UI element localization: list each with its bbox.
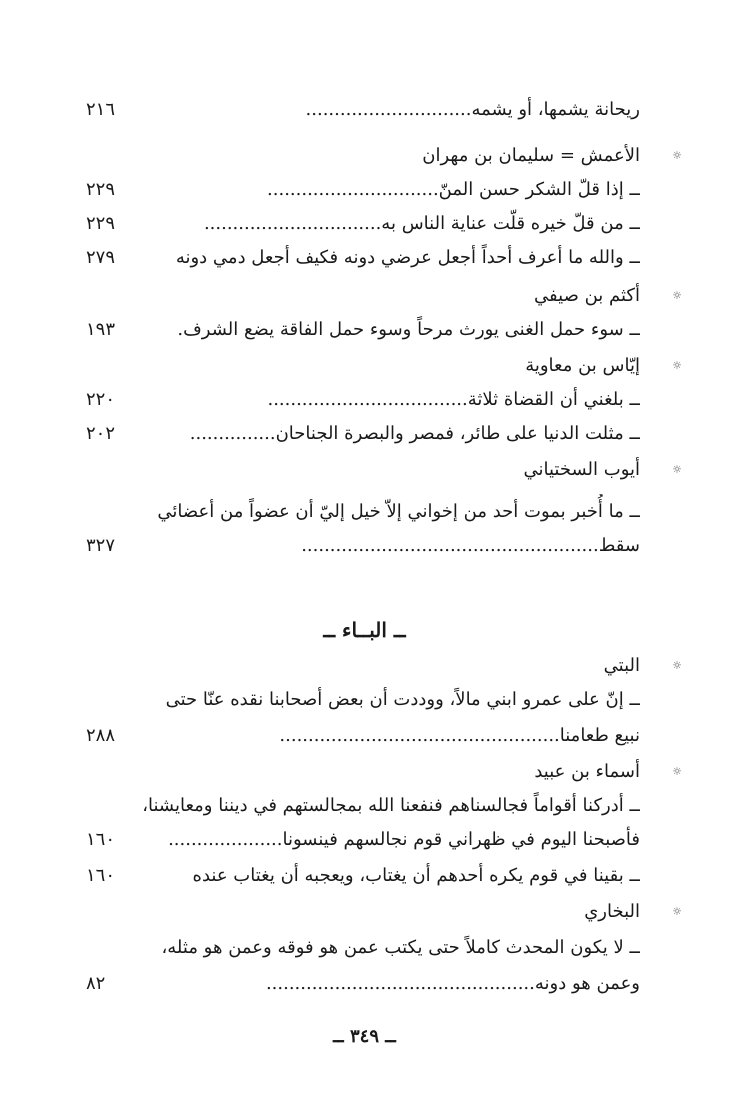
entry-text: ــ مثلت الدنيا على طائر، فمصر والبصرة الجناحان............... <box>189 423 640 444</box>
entry-text: ــ من قلّ خيره قلّت عناية الناس به............................... <box>203 213 640 234</box>
star-marker-icon: ☼ <box>672 905 682 918</box>
author-heading <box>86 894 682 930</box>
star-marker-icon: ☼ <box>672 289 682 302</box>
page-reference: ٢٢٠ <box>86 389 116 410</box>
index-entry <box>86 416 664 452</box>
index-entry <box>86 718 664 754</box>
index-entry <box>86 788 664 824</box>
author-name: البتي <box>603 655 640 676</box>
page-reference: ٢٢٩ <box>86 179 116 200</box>
page-reference: ٨٢ <box>86 973 106 994</box>
author-name: أكثم بن صيفي <box>534 285 640 306</box>
star-marker-icon: ☼ <box>672 149 682 162</box>
page-reference: ٢٧٩ <box>86 247 116 268</box>
entry-text: ــ سوء حمل الغنى يورث مرحاً وسوء حمل الفاقة يضع الشرف. <box>177 319 640 340</box>
page-reference: ١٩٣ <box>86 319 116 340</box>
section-title: ــ البــاء ــ <box>323 618 406 642</box>
author-name: أيوب السختياني <box>523 459 640 480</box>
page-reference: ٢٠٢ <box>86 423 116 444</box>
page-number: ــ ٣٤٩ ــ <box>333 1026 396 1047</box>
star-marker-icon: ☼ <box>672 463 682 476</box>
entry-text: ــ والله ما أعرف أحداً أجعل عرضي دونه فكيف أجعل دمي دونه <box>175 247 640 268</box>
author-heading <box>86 452 682 488</box>
page-reference: ٢١٦ <box>86 99 116 120</box>
author-heading <box>86 348 682 384</box>
entry-text: سقط.................................................... <box>301 535 640 556</box>
page-reference: ٢٨٨ <box>86 725 116 746</box>
index-entry <box>86 528 664 564</box>
author-name: إيّاس بن معاوية <box>525 355 640 376</box>
author-heading <box>86 278 682 314</box>
author-name: البخاري <box>584 901 640 922</box>
entry-text: وعمن هو دونه............................................... <box>265 973 640 994</box>
entry-text: نبيع طعامنا................................................. <box>279 725 640 746</box>
page-reference: ١٦٠ <box>86 829 116 850</box>
entry-text: ريحانة يشمها، أو يشمه............................. <box>305 99 640 120</box>
entry-text: فأصبحنا اليوم في ظهراني قوم نجالسهم فينسونا.................... <box>168 829 640 850</box>
index-entry <box>86 240 664 276</box>
index-entry <box>86 858 664 894</box>
page-reference: ٢٢٩ <box>86 213 116 234</box>
star-marker-icon: ☼ <box>672 359 682 372</box>
author-name: الأعمش = سليمان بن مهران <box>422 145 640 166</box>
author-name: أسماء بن عبيد <box>534 761 640 782</box>
page-reference: ١٦٠ <box>86 865 116 886</box>
entry-text: ــ أدركنا أقواماً فجالسناهم فنفعنا الله بمجالستهم في ديننا ومعايشنا، <box>142 795 640 816</box>
index-entry <box>86 682 664 718</box>
entry-text: ــ لا يكون المحدث كاملاً حتى يكتب عمن هو فوقه وعمن هو مثله، <box>161 937 640 958</box>
page-reference: ٣٢٧ <box>86 535 116 556</box>
entry-text: ــ ما أُخبر بموت أحد من إخواني إلاّ خيل إليّ أن عضواً من أعضائي <box>157 501 640 522</box>
star-marker-icon: ☼ <box>672 659 682 672</box>
entry-text: ــ إنّ على عمرو ابني مالاً، ووددت أن بعض أصحابنا نقده عنّا حتى <box>165 689 640 710</box>
index-entry <box>86 494 664 530</box>
author-heading <box>86 754 682 790</box>
entry-text: ــ إذا قلّ الشكر حسن المنّ.............................. <box>267 179 640 200</box>
index-entry <box>86 822 664 858</box>
author-heading <box>86 648 682 684</box>
index-entry <box>86 312 664 348</box>
index-entry <box>86 382 664 418</box>
author-heading <box>86 138 682 174</box>
index-entry <box>86 172 664 208</box>
entry-text: ــ بلغني أن القضاة ثلاثة................................... <box>267 389 640 410</box>
index-entry <box>86 206 664 242</box>
star-marker-icon: ☼ <box>672 765 682 778</box>
entry-text: ــ بقينا في قوم يكره أحدهم أن يغتاب، ويعجبه أن يغتاب عنده <box>192 865 640 886</box>
index-entry <box>86 930 664 966</box>
index-entry <box>86 966 664 1002</box>
index-entry <box>86 92 664 128</box>
